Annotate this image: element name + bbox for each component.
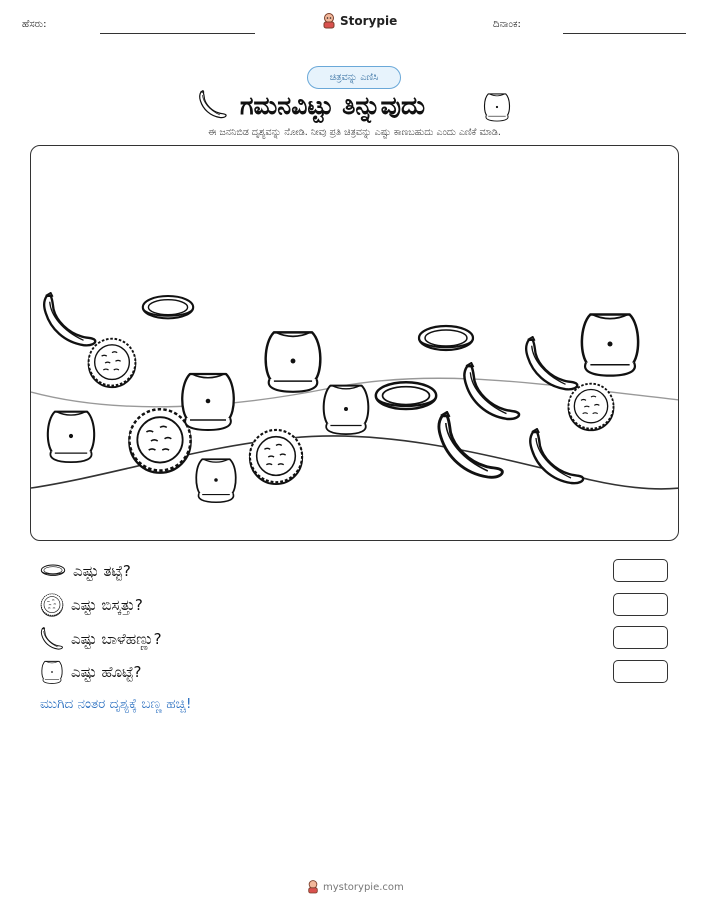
question-bellies-text: ಎಷ್ಟು ಹೊಟ್ಟೆ? [71,663,142,681]
question-bellies [40,659,141,685]
question-plates-text: ಎಷ್ಟು ತಟ್ಟೆ? [73,562,131,580]
belly-icon [40,659,64,685]
plate-icon [40,564,66,579]
question-bananas [40,626,162,652]
banana-4 [439,412,502,477]
answer-box-bananas[interactable] [613,626,668,649]
biscuit-icon [40,593,64,617]
coloring-note: ಮುಗಿದ ನಂತರ ದೃಶ್ಯಕ್ಕೆ ಬಣ್ಣ ಹಚ್ಚಿ! [40,696,192,712]
question-bananas-text: ಎಷ್ಟು ಬಾಳೆಹಣ್ಣು? [71,630,162,648]
banana-icon [40,627,64,651]
belly-2 [582,315,638,376]
plate-2 [419,326,473,350]
banana-5 [530,429,583,483]
question-plates [40,558,131,584]
worksheet-title: ಗಮನವಿಟ್ಟು ತಿನ್ನುವುದು [240,91,426,120]
date-label: ದಿನಾಂಕ: [493,19,521,30]
title-row [0,90,709,124]
biscuit-1 [89,339,136,388]
banana-3 [526,337,577,389]
belly-5 [48,412,94,462]
name-line[interactable] [100,33,255,34]
worksheet-header [0,0,709,50]
biscuit-2 [129,409,190,472]
biscuit-3 [250,430,302,484]
answer-box-plates[interactable] [613,559,668,582]
storypie-mascot-icon [322,13,336,29]
belly-6 [196,459,236,502]
site-footer [307,880,404,894]
date-line[interactable] [563,33,686,34]
activity-badge: ಚಿತ್ರವನ್ನು ಎಣಿಸಿ [307,66,401,89]
belly-icon [482,91,512,123]
brand-logo [322,13,397,29]
answer-box-bellies[interactable] [613,660,668,683]
plate-3 [376,382,436,409]
biscuit-4 [569,384,614,431]
brand-name: Storypie [340,14,398,28]
plate-1 [143,296,193,318]
banana-2 [464,363,519,419]
belly-1 [266,332,321,391]
banana-1 [44,293,95,345]
question-biscuits-text: ಎಷ್ಟು ಬಿಸ್ಕತ್ತು? [71,596,143,614]
belly-4 [324,386,369,435]
banana-icon [198,90,228,120]
counting-scene [30,145,679,541]
name-label: ಹೆಸರು: [22,19,47,30]
storypie-mascot-icon [307,880,319,894]
site-url: mystorypie.com [323,881,404,893]
scene-illustration [31,146,679,541]
belly-3 [182,374,234,430]
instructions-text: ಈ ಜನನಿಬಿಡ ದೃಶ್ಯವನ್ನು ನೋಡಿ. ನೀವು ಪ್ರತಿ ಚಿತ್ರವನ್ನು ಎಷ್ಟು ಕಾಣಬಹುದು ಎಂದು ಎಣಿಕೆ ಮಾಡಿ. [208,127,501,138]
answer-box-biscuits[interactable] [613,593,668,616]
question-biscuits [40,592,143,618]
